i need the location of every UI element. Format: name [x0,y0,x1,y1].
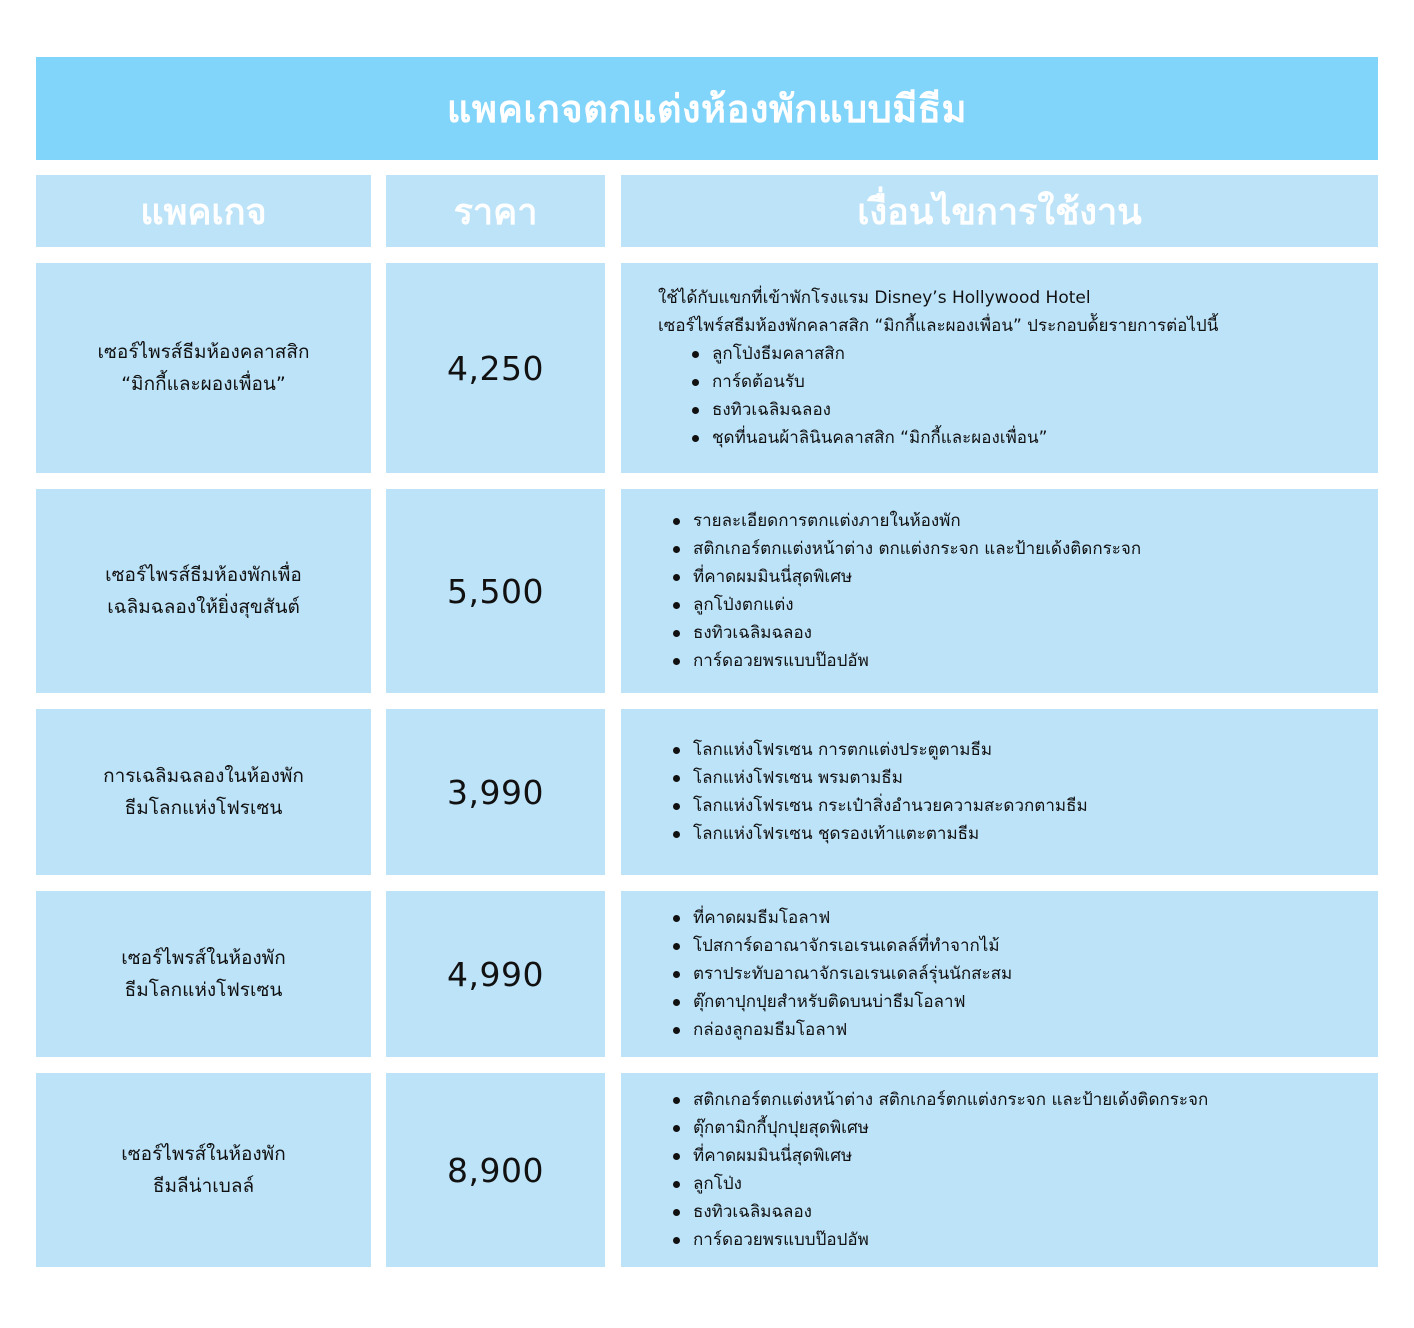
conditions-cell [621,263,1378,473]
title-bar [36,57,1378,160]
conditions-cell [621,1073,1378,1267]
list-item: ลูกโป่งตกแต่ง [673,591,1362,619]
list-item: ชุดที่นอนผ้าลินินคลาสสิก “มิกกี้และผองเพื่อน” [692,424,1362,452]
page-title: แพคเกจตกแต่งห้องพักแบบมีธีม [446,87,968,131]
package-name-line: เซอร์ไพรส์ธีมห้องคลาสสิก [97,341,310,363]
list-item: ที่คาดผมมินนี่สุดพิเศษ [673,1142,1362,1170]
conditions-list [653,1086,1362,1254]
list-item: ตราประทับอาณาจักรเอเรนเดลล์รุ่นนักสะสม [673,960,1362,988]
list-item: ธงทิวเฉลิมฉลอง [673,1198,1362,1226]
list-item: โลกแห่งโฟรเซน ชุดรองเท้าแตะตามธีม [673,820,1362,848]
package-name-line: เซอร์ไพรส์ในห้องพัก [121,1143,286,1165]
header-package [36,175,371,247]
conditions-cell [621,489,1378,693]
conditions-intro-line: ใช้ได้กับแขกที่เข้าพักโรงแรม Disney’s Hollywood Hotel [658,288,1091,308]
package-name-line: เซอร์ไพรส์ธีมห้องพักเพื่อ [105,564,302,586]
header-package-label: แพคเกจ [140,191,267,233]
conditions-list [653,340,1362,452]
conditions-cell [621,709,1378,875]
list-item: โลกแห่งโฟรเซน กระเป๋าสิ่งอำนวยความสะดวกตามธีม [673,792,1362,820]
conditions-list [653,507,1362,675]
list-item: สติกเกอร์ตกแต่งหน้าต่าง สติกเกอร์ตกแต่งกระจก และป้ายเด้งติดกระจก [673,1086,1362,1114]
header-price-label: ราคา [453,191,538,233]
header-conditions [621,175,1378,247]
price-cell [386,489,605,693]
package-name-line: ธีมโลกแห่งโฟรเซน [124,797,283,819]
package-name-line: การเฉลิมฉลองในห้องพัก [103,765,304,787]
list-item: ธงทิวเฉลิมฉลอง [692,396,1362,424]
package-cell [36,263,371,473]
list-item: ที่คาดผมธีมโอลาฟ [673,904,1362,932]
list-item: โลกแห่งโฟรเซน การตกแต่งประตูตามธีม [673,736,1362,764]
conditions-intro-line: เซอร์ไพร์สธีมห้องพักคลาสสิก “มิกกี้และผองเพื่อน” ประกอบด้ัยรายการต่อไปนี้ [658,316,1219,336]
package-cell [36,891,371,1057]
price-value: 4,990 [447,954,544,994]
list-item: ธงทิวเฉลิมฉลอง [673,619,1362,647]
price-value: 3,990 [447,772,544,812]
conditions-cell [621,891,1378,1057]
price-value: 5,500 [447,571,544,611]
package-name-line: “มิกกี้และผองเพื่อน” [121,373,286,395]
list-item: ตุ๊กตาปุกปุยสำหรับติดบนบ่าธีมโอลาฟ [673,988,1362,1016]
package-name-line: ธีมโลกแห่งโฟรเซน [124,979,283,1001]
list-item: รายละเอียดการตกแต่งภายในห้องพัก [673,507,1362,535]
list-item: การ์ดอวยพรแบบป๊อปอัพ [673,647,1362,675]
price-cell [386,1073,605,1267]
list-item: สติกเกอร์ตกแต่งหน้าต่าง ตกแต่งกระจก และป้ายเด้งติดกระจก [673,535,1362,563]
list-item: โปสการ์ดอาณาจักรเอเรนเดลล์ที่ทำจากไม้ [673,932,1362,960]
price-value: 8,900 [447,1150,544,1190]
price-cell [386,263,605,473]
list-item: การ์ดต้อนรับ [692,368,1362,396]
package-cell [36,709,371,875]
price-value: 4,250 [447,348,544,388]
conditions-list [653,904,1362,1044]
package-name-line: เฉลิมฉลองให้ยิ่งสุขสันต์ [107,596,300,618]
package-name-line: เซอร์ไพรส์ในห้องพัก [121,947,286,969]
header-conditions-label: เงื่อนไขการใช้งาน [857,191,1142,233]
list-item: โลกแห่งโฟรเซน พรมตามธีม [673,764,1362,792]
list-item: ที่คาดผมมินนี่สุดพิเศษ [673,563,1362,591]
conditions-list [653,736,1362,848]
list-item: การ์ดอวยพรแบบป๊อปอัพ [673,1226,1362,1254]
list-item: ตุ๊กตามิกกี้ปุกปุยสุดพิเศษ [673,1114,1362,1142]
package-name-line: ธีมลีน่าเบลล์ [152,1175,255,1197]
header-price [386,175,605,247]
price-cell [386,891,605,1057]
list-item: ลูกโป่ง [673,1170,1362,1198]
list-item: กล่องลูกอมธีมโอลาฟ [673,1016,1362,1044]
package-cell [36,1073,371,1267]
package-cell [36,489,371,693]
list-item: ลูกโป่งธีมคลาสสิก [692,340,1362,368]
price-cell [386,709,605,875]
